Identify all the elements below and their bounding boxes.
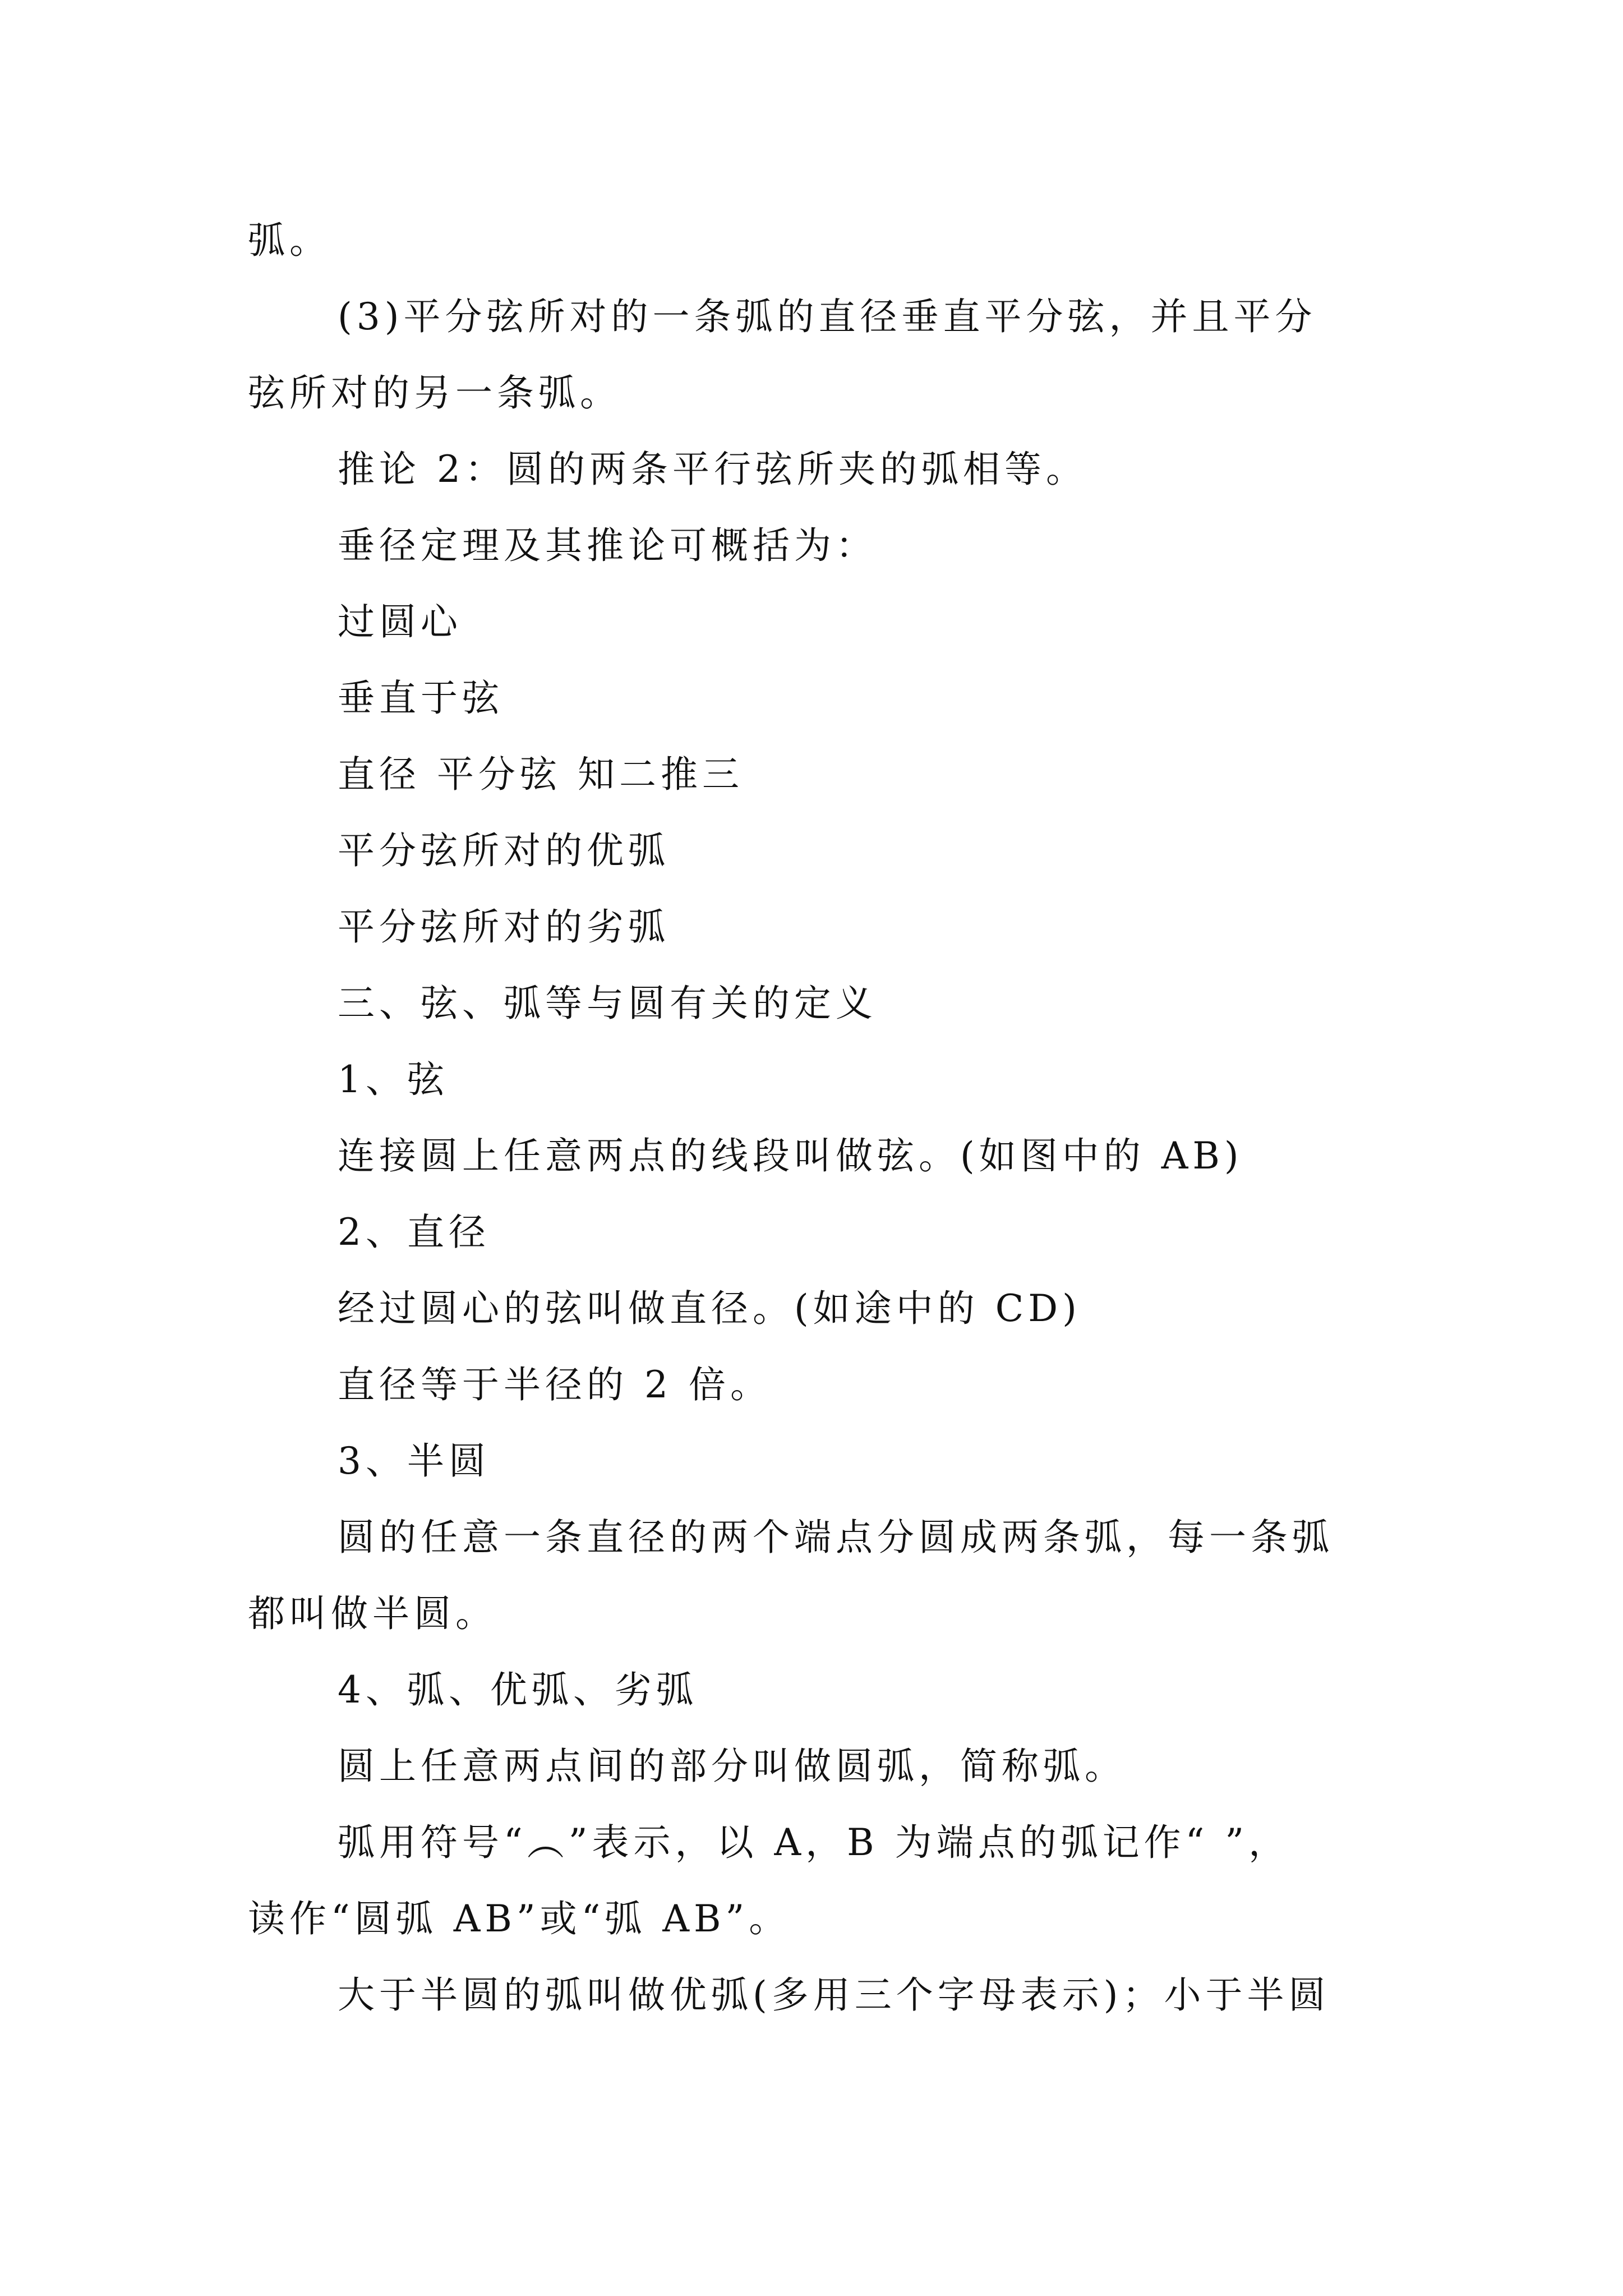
- text-line: 圆上任意两点间的部分叫做圆弧，简称弧。: [338, 1745, 1126, 1788]
- text-line: 过圆心: [338, 600, 462, 643]
- text-line: 都叫做半圆。: [248, 1592, 497, 1635]
- text-line: 圆的任意一条直径的两个端点分圆成两条弧，每一条弧: [338, 1516, 1334, 1559]
- text-line: 垂直于弦: [338, 677, 504, 720]
- subsection-heading: 4、弧、优弧、劣弧: [338, 1668, 698, 1711]
- text-line: 经过圆心的弦叫做直径。(如途中的 CD): [338, 1287, 1081, 1330]
- text-line: 直径 平分弦 知二推三: [338, 753, 744, 796]
- text-line: 弧。: [248, 219, 331, 262]
- text-line: 平分弦所对的优弧: [338, 829, 670, 872]
- text-line: 推论 2：圆的两条平行弦所夹的弧相等。: [338, 448, 1087, 491]
- section-heading: 三、弦、弧等与圆有关的定义: [338, 982, 877, 1025]
- text-line: 平分弦所对的劣弧: [338, 905, 670, 949]
- text-line: 弧用符号“︵”表示，以 A，B 为端点的弧记作“ ”，: [338, 1821, 1290, 1864]
- text-line: 垂径定理及其推论可概括为：: [338, 524, 877, 567]
- text-line: 直径等于半径的 2 倍。: [338, 1363, 772, 1406]
- text-line: 连接圆上任意两点的线段叫做弦。(如图中的 AB): [338, 1134, 1243, 1177]
- text-line: (3)平分弦所对的一条弧的直径垂直平分弦，并且平分: [338, 295, 1317, 338]
- subsection-heading: 2、直径: [338, 1211, 490, 1254]
- subsection-heading: 3、半圆: [338, 1439, 490, 1483]
- text-line: 读作“圆弧 AB”或“弧 AB”。: [248, 1897, 791, 1940]
- text-line: 大于半圆的弧叫做优弧(多用三个字母表示)；小于半圆: [338, 1973, 1330, 2017]
- subsection-heading: 1、弦: [338, 1058, 449, 1101]
- text-line: 弦所对的另一条弧。: [248, 371, 621, 415]
